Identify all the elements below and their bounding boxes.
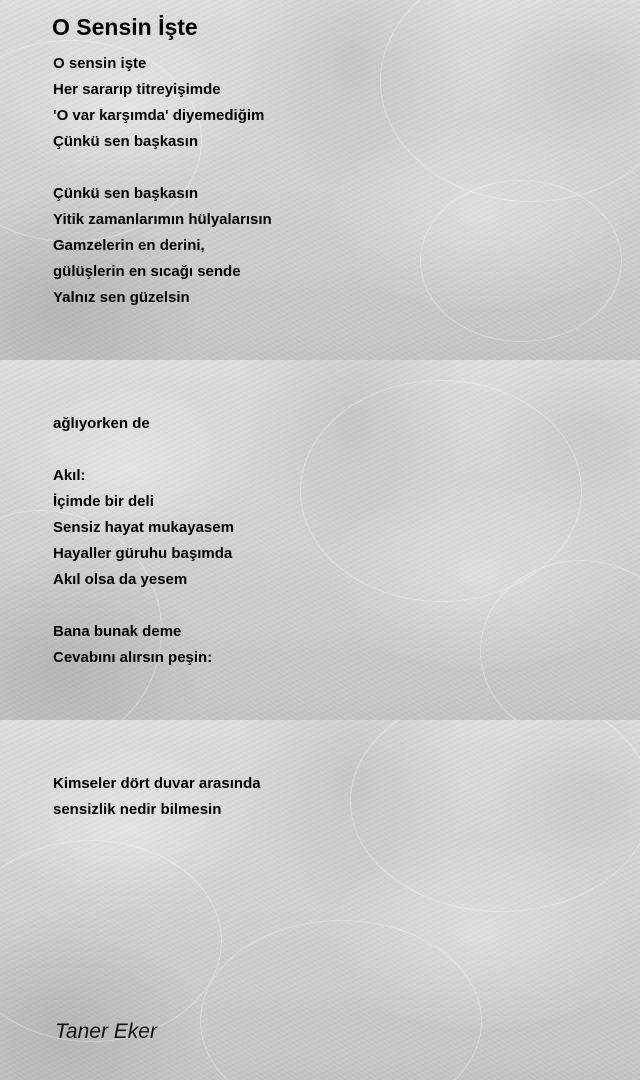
poem-line: Cevabını alırsın peşin:: [53, 649, 213, 666]
poem-line: Yitik zamanlarımın hülyalarısın: [53, 211, 272, 228]
poem-line: 'O var karşımda' diyemediğim: [53, 107, 265, 124]
poem-line: Gamzelerin en derini,: [53, 237, 205, 254]
poem-panel-3: [0, 720, 640, 1080]
poem-line: Her sararıp titreyişimde: [53, 81, 221, 98]
poem-line: ağlıyorken de: [53, 415, 150, 432]
poem-line: Kimseler dört duvar arasında: [53, 775, 261, 792]
poem-panel-2: [0, 360, 640, 720]
poem-line: Sensiz hayat mukayasem: [53, 519, 234, 536]
poem-line: Çünkü sen başkasın: [53, 185, 199, 202]
poem-line: Hayaller güruhu başımda: [53, 545, 233, 562]
stanza: [53, 463, 620, 593]
poem-line: Akıl:: [53, 467, 86, 484]
poem-line: O sensin işte: [53, 55, 147, 72]
poem-line: gülüşlerin en sıcağı sende: [53, 263, 241, 280]
poem-line: sensizlik nedir bilmesin: [53, 801, 222, 818]
stanza: [53, 411, 620, 437]
poem-line: Bana bunak deme: [53, 623, 182, 640]
poem-author: Taner Eker: [55, 1020, 157, 1043]
poem-text-block-1: [53, 51, 620, 337]
background-swirl: [0, 840, 222, 1042]
poem-text-block-2: [53, 411, 620, 697]
poem-line: İçimde bir deli: [53, 493, 154, 510]
stanza: [53, 51, 620, 155]
background-swirl: [200, 920, 482, 1080]
stanza: [53, 619, 620, 671]
poem-line: Akıl olsa da yesem: [53, 571, 188, 588]
poem-line: Çünkü sen başkasın: [53, 133, 199, 150]
poem-panel-1: [0, 0, 640, 360]
stanza: [53, 771, 620, 823]
poem-title: O Sensin İşte: [52, 14, 198, 40]
poem-line: Yalnız sen güzelsin: [53, 289, 190, 306]
stanza: [53, 181, 620, 311]
poem-text-block-3: [53, 771, 620, 849]
